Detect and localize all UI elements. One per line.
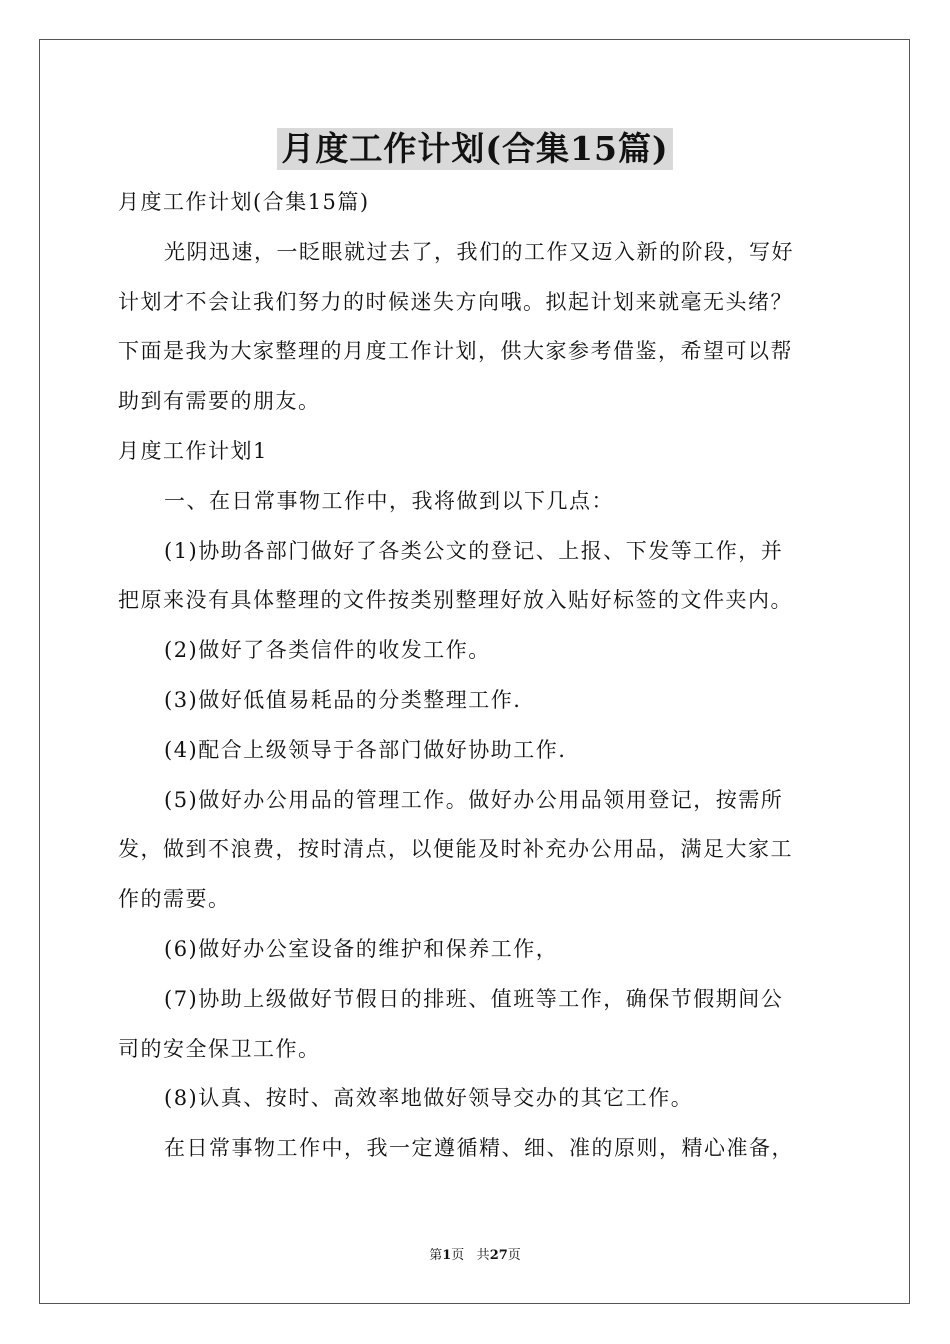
body-line: 发，做到不浪费，按时清点，以便能及时补充办公用品，满足大家工 bbox=[118, 837, 793, 862]
body-line: (4)配合上级领导于各部门做好协助工作. bbox=[164, 737, 567, 762]
footer-total-pages: 27 bbox=[489, 1248, 508, 1263]
body-line: 一、在日常事物工作中，我将做到以下几点： bbox=[164, 488, 614, 513]
body-line: 在日常事物工作中，我一定遵循精、细、准的原则，精心准备， bbox=[164, 1136, 794, 1161]
body-line: (8)认真、按时、高效率地做好领导交办的其它工作。 bbox=[164, 1086, 694, 1111]
footer-total-suffix: 页 bbox=[507, 1248, 521, 1263]
page-footer bbox=[0, 1247, 950, 1265]
body-line: 月度工作计划(合集15篇) bbox=[118, 190, 370, 214]
title-container bbox=[0, 128, 950, 170]
body-line: (2)做好了各类信件的收发工作。 bbox=[164, 638, 491, 663]
document-title: 月度工作计划(合集15篇) bbox=[277, 128, 672, 170]
body-line: 助到有需要的朋友。 bbox=[118, 389, 321, 414]
footer-page-number: 1 bbox=[442, 1248, 452, 1263]
body-line: 司的安全保卫工作。 bbox=[118, 1036, 321, 1061]
body-line: (3)做好低值易耗品的分类整理工作. bbox=[164, 687, 522, 712]
body-line: (5)做好办公用品的管理工作。做好办公用品领用登记，按需所 bbox=[164, 787, 784, 812]
body-line: 把原来没有具体整理的文件按类别整理好放入贴好标签的文件夹内。 bbox=[118, 588, 793, 613]
footer-total-prefix: 共 bbox=[476, 1248, 490, 1263]
body-line: 计划才不会让我们努力的时候迷失方向哦。拟起计划来就毫无头绪？ bbox=[118, 289, 793, 314]
footer-page-suffix: 页 bbox=[451, 1248, 465, 1263]
body-line: (7)协助上级做好节假日的排班、值班等工作，确保节假期间公 bbox=[164, 986, 784, 1011]
footer-page-prefix: 第 bbox=[429, 1248, 443, 1263]
body-line: 月度工作计划1 bbox=[118, 438, 268, 463]
body-line: 光阴迅速，一眨眼就过去了，我们的工作又迈入新的阶段，写好 bbox=[164, 239, 794, 264]
body-line: (6)做好办公室设备的维护和保养工作， bbox=[164, 936, 559, 961]
body-line: (1)协助各部门做好了各类公文的登记、上报、下发等工作，并 bbox=[164, 538, 784, 563]
document-body bbox=[118, 178, 834, 1174]
body-line: 下面是我为大家整理的月度工作计划，供大家参考借鉴，希望可以帮 bbox=[118, 339, 793, 364]
body-line: 作的需要。 bbox=[118, 887, 231, 912]
